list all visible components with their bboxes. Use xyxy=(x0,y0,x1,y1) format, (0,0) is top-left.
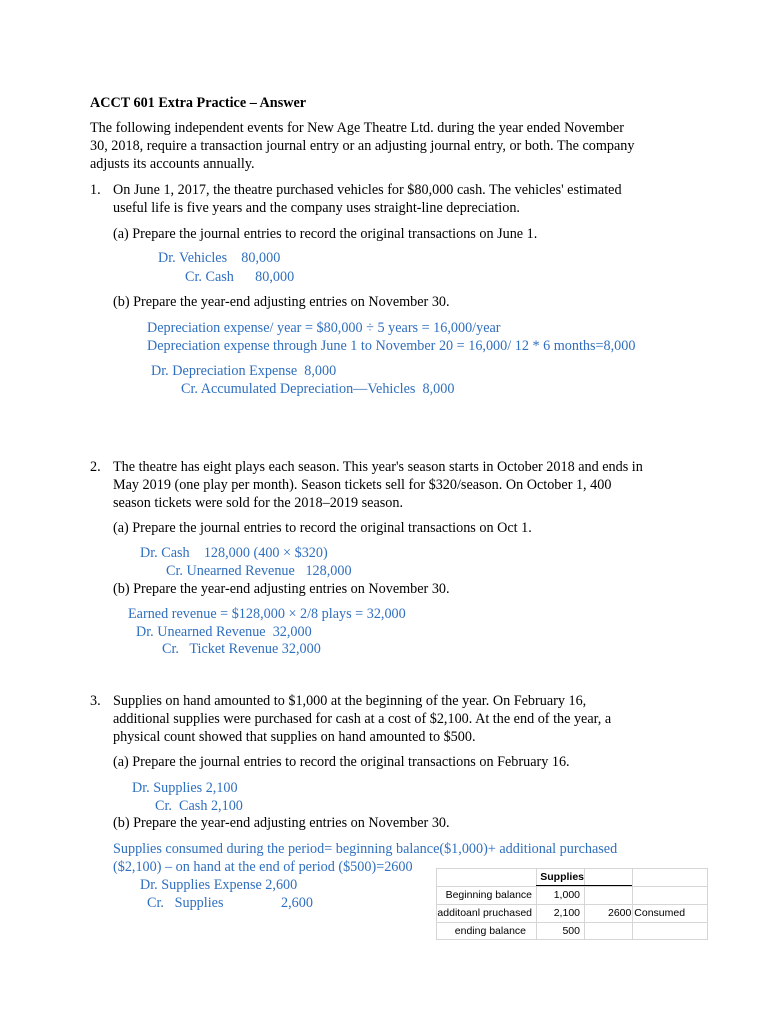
journal-entry-credit: Cr. Cash 80,000 xyxy=(185,269,295,285)
calculation-line: Supplies consumed during the period= beginning balance($1,000)+ additional purchased xyxy=(113,841,618,857)
journal-entry-debit: Dr. Supplies Expense 2,600 xyxy=(140,877,298,893)
question-text: Supplies on hand amounted to $1,000 at the beginning of the year. On February 16, xyxy=(113,693,587,709)
part-b-prompt: (b) Prepare the year-end adjusting entries on November 30. xyxy=(113,815,450,831)
question-text: season tickets were sold for the 2018–2019 season. xyxy=(113,495,403,511)
table-row-value: 1,000 xyxy=(553,889,580,901)
journal-entry-debit: Dr. Depreciation Expense 8,000 xyxy=(151,363,337,379)
intro-line: 30, 2018, require a transaction journal entry or an adjusting journal entry, or both. The company xyxy=(90,138,635,154)
table-header: Supplies xyxy=(540,871,584,883)
journal-entry-credit-amount: 2,600 xyxy=(281,895,313,911)
calculation-line: Depreciation expense/ year = $80,000 ÷ 5 years = 16,000/year xyxy=(147,320,501,336)
question-number: 2. xyxy=(90,459,101,475)
part-a-prompt: (a) Prepare the journal entries to record the original transactions on February 16. xyxy=(113,754,570,770)
journal-entry-debit: Dr. Vehicles 80,000 xyxy=(158,250,281,266)
journal-entry-debit: Dr. Supplies 2,100 xyxy=(132,780,238,796)
table-row-value: 2,100 xyxy=(553,907,580,919)
intro-line: The following independent events for New Age Theatre Ltd. during the year ended November xyxy=(90,120,624,136)
question-number: 3. xyxy=(90,693,101,709)
supplies-table xyxy=(436,868,708,940)
question-text: The theatre has eight plays each season. This year's season starts in October 2018 and ends in xyxy=(113,459,643,475)
calculation-line: Depreciation expense through June 1 to November 20 = 16,000/ 12 * 6 months=8,000 xyxy=(147,338,636,354)
question-number: 1. xyxy=(90,182,101,198)
table-row-label: ending balance xyxy=(454,925,526,937)
calculation-line: Earned revenue = $128,000 × 2/8 plays = 32,000 xyxy=(128,606,406,622)
journal-entry-credit: Cr. Cash 2,100 xyxy=(155,798,243,814)
journal-entry-debit: Dr. Cash 128,000 (400 × $320) xyxy=(140,545,328,561)
page-title: ACCT 601 Extra Practice – Answer xyxy=(90,95,307,111)
question-text: additional supplies were purchased for cash at a cost of $2,100. At the end of the year, a xyxy=(113,711,612,727)
table-row-value: 500 xyxy=(562,925,580,937)
journal-entry-credit: Cr. Accumulated Depreciation—Vehicles 8,000 xyxy=(181,381,455,397)
part-a-prompt: (a) Prepare the journal entries to record the original transactions on Oct 1. xyxy=(113,520,532,536)
calculation-line: ($2,100) – on hand at the end of period ($500)=2600 xyxy=(113,859,413,875)
table-row-label: Beginning balance xyxy=(445,889,532,901)
table-row-label: additoanl pruchased xyxy=(437,907,532,919)
part-b-prompt: (b) Prepare the year-end adjusting entries on November 30. xyxy=(113,581,450,597)
table-row-extra: 2600 Consumed xyxy=(608,907,686,919)
question-text: May 2019 (one play per month). Season tickets sell for $320/season. On October 1, 400 xyxy=(113,477,612,493)
question-text: useful life is five years and the company uses straight-line depreciation. xyxy=(113,200,520,216)
question-text: On June 1, 2017, the theatre purchased vehicles for $80,000 cash. The vehicles' estimated xyxy=(113,182,622,198)
journal-entry-credit: Cr. Unearned Revenue 128,000 xyxy=(166,563,352,579)
part-b-prompt: (b) Prepare the year-end adjusting entries on November 30. xyxy=(113,294,450,310)
journal-entry-credit: Cr. Ticket Revenue 32,000 xyxy=(162,641,321,657)
journal-entry-credit: Cr. Supplies xyxy=(147,895,224,911)
question-text: physical count showed that supplies on hand amounted to $500. xyxy=(113,729,476,745)
journal-entry-debit: Dr. Unearned Revenue 32,000 xyxy=(136,624,312,640)
intro-line: adjusts its accounts annually. xyxy=(90,156,255,172)
part-a-prompt: (a) Prepare the journal entries to record the original transactions on June 1. xyxy=(113,226,538,242)
